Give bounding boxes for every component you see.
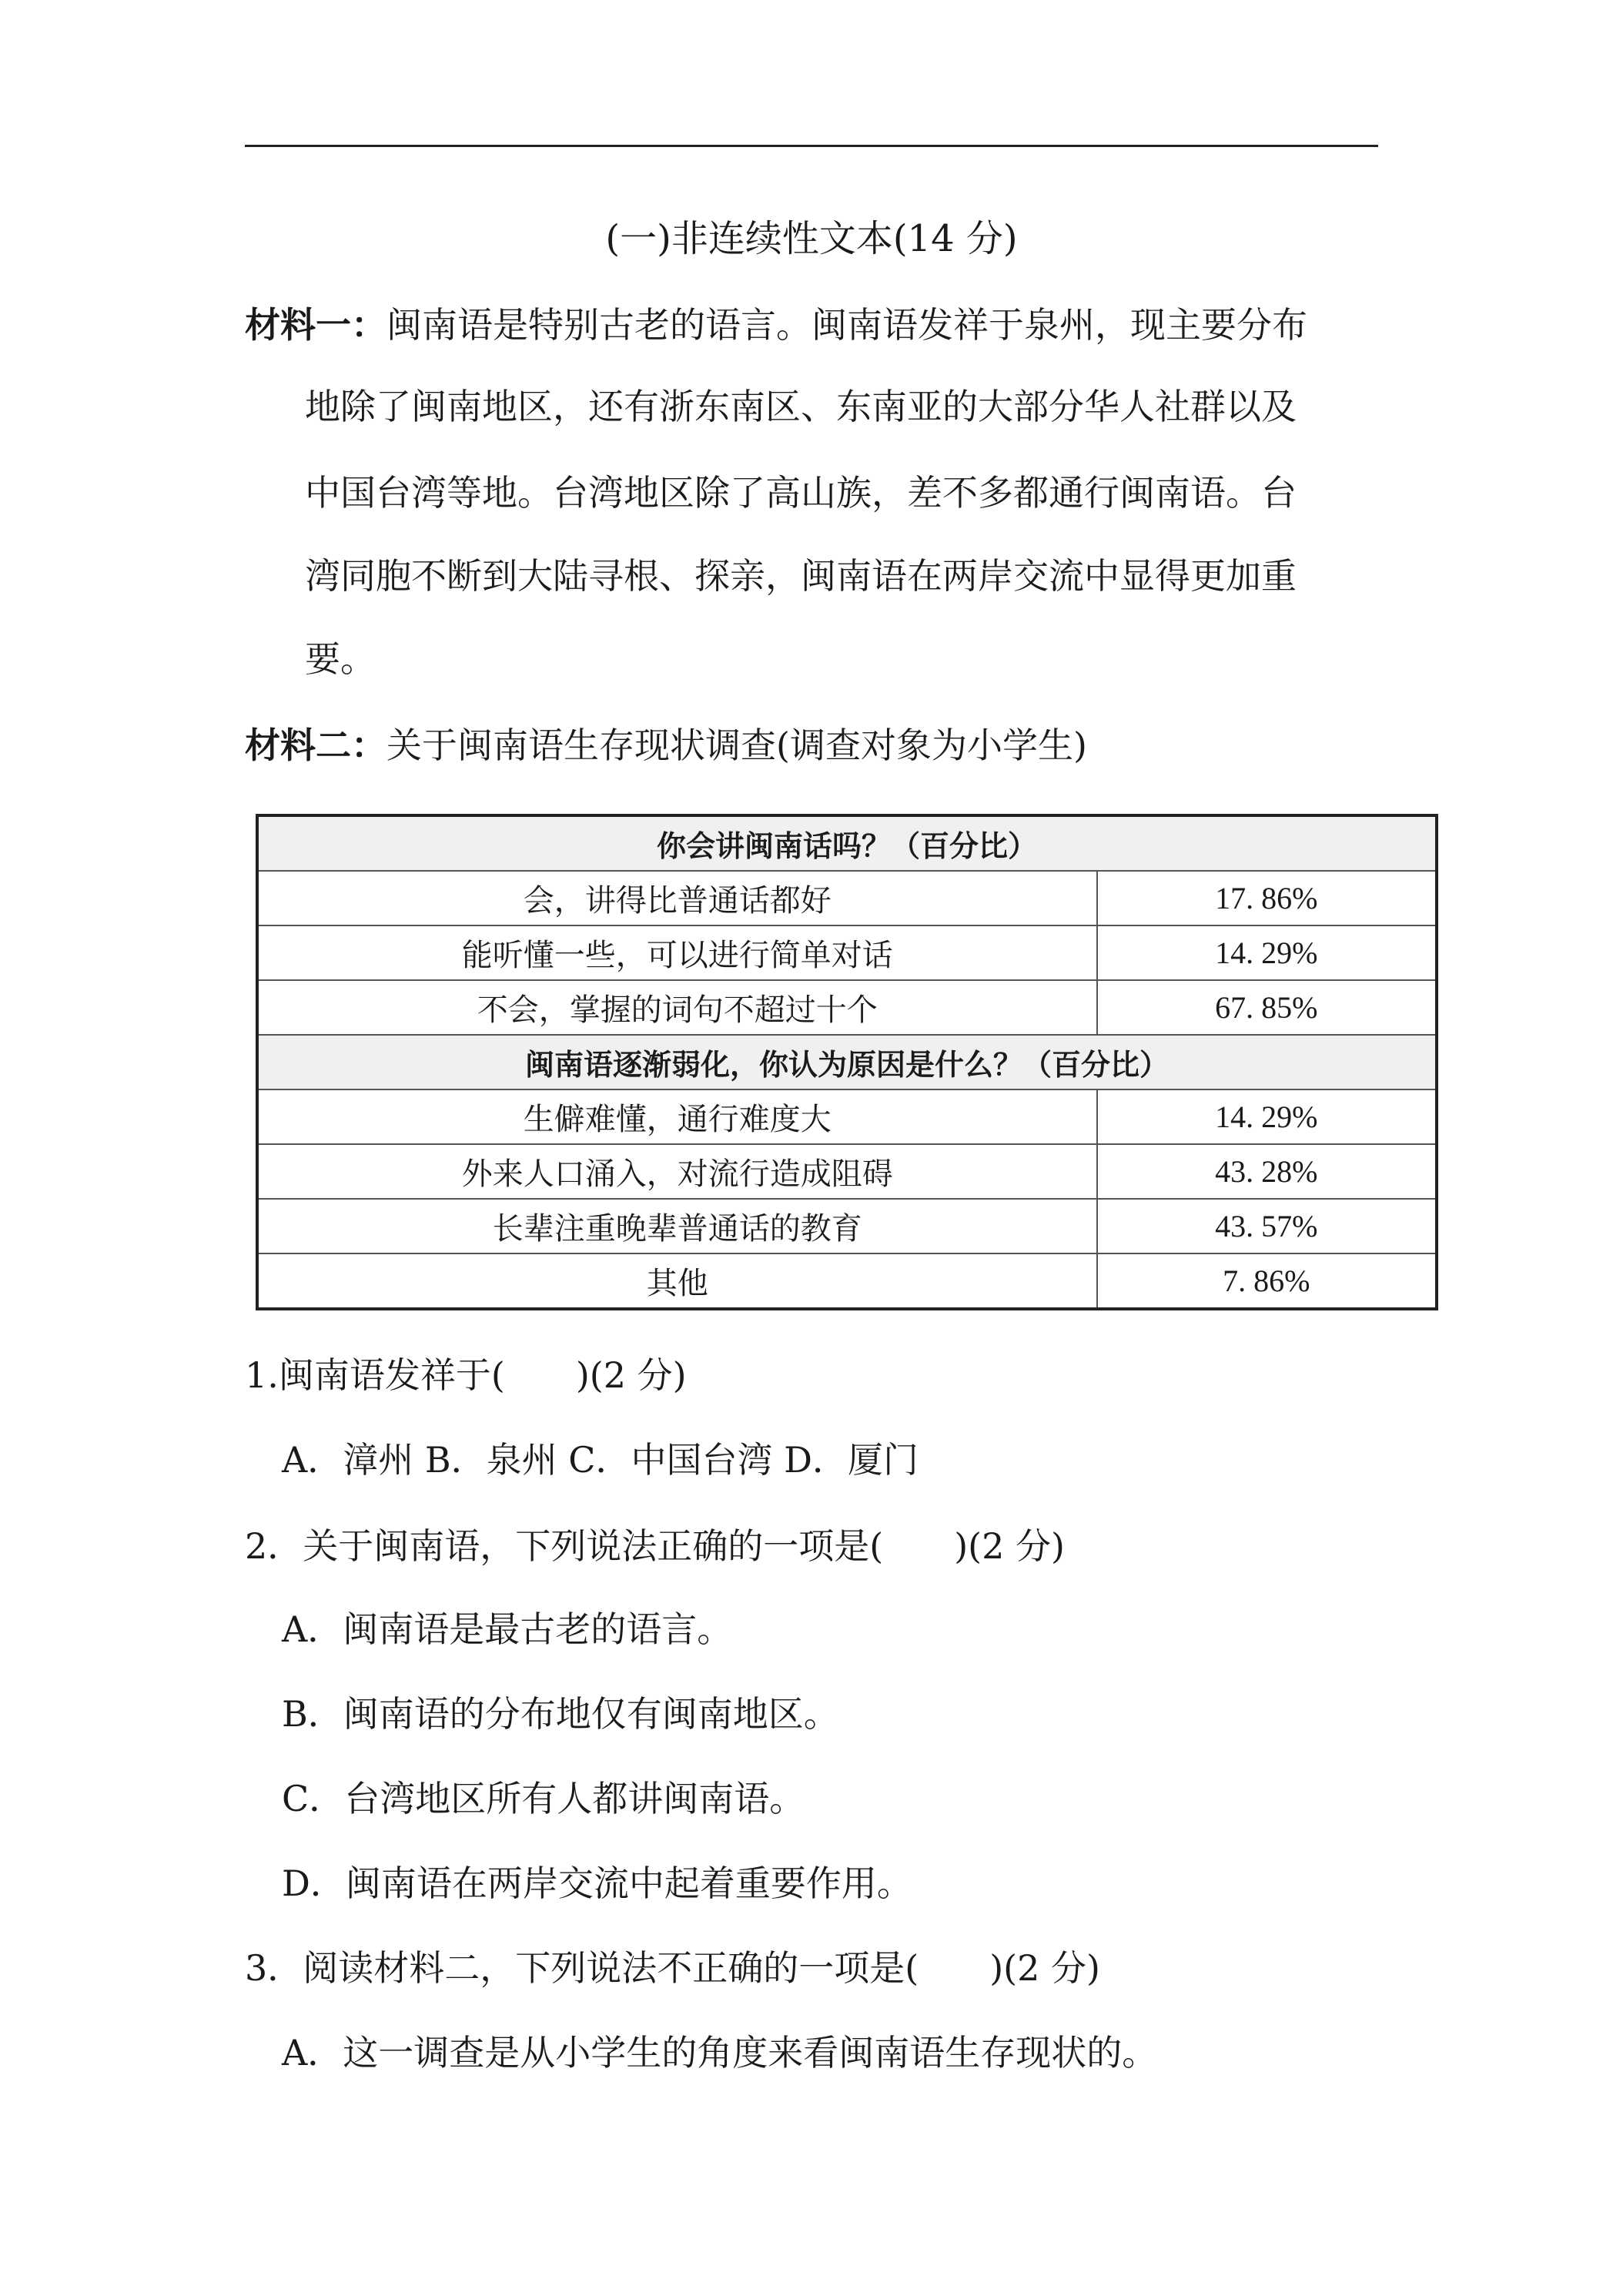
survey-option: 其他 (257, 1253, 1097, 1309)
material1-line-1 (245, 302, 1307, 348)
table-row (257, 1089, 1437, 1144)
question-1-options: A．漳州 B．泉州 C．中国台湾 D．厦门 (282, 1439, 919, 1481)
question-2-stem: 2．关于闽南语，下列说法正确的一项是( )(2 分) (245, 1525, 1065, 1567)
question-2-option-c: C．台湾地区所有人都讲闽南语。 (282, 1778, 805, 1819)
survey-percent: 43. 57% (1097, 1199, 1437, 1253)
material1-line-3: 中国台湾等地。台湾地区除了高山族，差不多都通行闽南语。台 (305, 472, 1297, 514)
survey-percent: 14. 29% (1097, 925, 1437, 980)
survey-percent: 14. 29% (1097, 1089, 1437, 1144)
question-3-option-a: A．这一调查是从小学生的角度来看闽南语生存现状的。 (282, 2032, 1158, 2073)
question-2-option-d: D．闽南语在两岸交流中起着重要作用。 (282, 1863, 912, 1904)
top-rule (245, 145, 1378, 147)
material2-label: 材料二： (245, 725, 387, 766)
survey-percent: 17. 86% (1097, 871, 1437, 925)
question-1-stem: 1.闽南语发祥于( )(2 分) (245, 1354, 687, 1396)
material1-text-1: 闽南语是特别古老的语言。闽南语发祥于泉州，现主要分布 (387, 304, 1307, 346)
material2-text: 关于闽南语生存现状调查(调查对象为小学生) (387, 725, 1087, 766)
material1-label: 材料一： (245, 304, 387, 346)
survey-table (256, 814, 1438, 1310)
survey-group-header-row (257, 815, 1437, 871)
survey-percent: 67. 85% (1097, 980, 1437, 1035)
survey-option: 生僻难懂，通行难度大 (257, 1089, 1097, 1144)
table-row (257, 925, 1437, 980)
question-3-stem: 3．阅读材料二，下列说法不正确的一项是( )(2 分) (245, 1947, 1100, 1989)
material1-line-2: 地除了闽南地区，还有浙东南区、东南亚的大部分华人社群以及 (305, 386, 1297, 427)
table-row (257, 1144, 1437, 1199)
table-row (257, 1199, 1437, 1253)
material1-line-4: 湾同胞不断到大陆寻根、探亲，闽南语在两岸交流中显得更加重 (305, 555, 1297, 597)
survey-group-header: 闽南语逐渐弱化，你认为原因是什么？（百分比） (257, 1035, 1437, 1089)
survey-option: 能听懂一些，可以进行简单对话 (257, 925, 1097, 980)
survey-option: 不会，掌握的词句不超过十个 (257, 980, 1097, 1035)
survey-group-header: 你会讲闽南话吗？（百分比） (257, 815, 1437, 871)
question-2-option-b: B．闽南语的分布地仅有闽南地区。 (282, 1693, 839, 1735)
survey-option: 外来人口涌入，对流行造成阻碍 (257, 1144, 1097, 1199)
section-title: (一)非连续性文本(14 分) (605, 217, 1018, 260)
material1-line-5: 要。 (305, 638, 376, 680)
survey-percent: 7. 86% (1097, 1253, 1437, 1309)
survey-percent: 43. 28% (1097, 1144, 1437, 1199)
survey-option: 会，讲得比普通话都好 (257, 871, 1097, 925)
table-row (257, 1253, 1437, 1309)
material2-line (245, 722, 1087, 768)
table-row (257, 980, 1437, 1035)
table-row (257, 871, 1437, 925)
question-2-option-a: A．闽南语是最古老的语言。 (282, 1608, 733, 1650)
survey-group-header-row (257, 1035, 1437, 1089)
survey-option: 长辈注重晚辈普通话的教育 (257, 1199, 1097, 1253)
